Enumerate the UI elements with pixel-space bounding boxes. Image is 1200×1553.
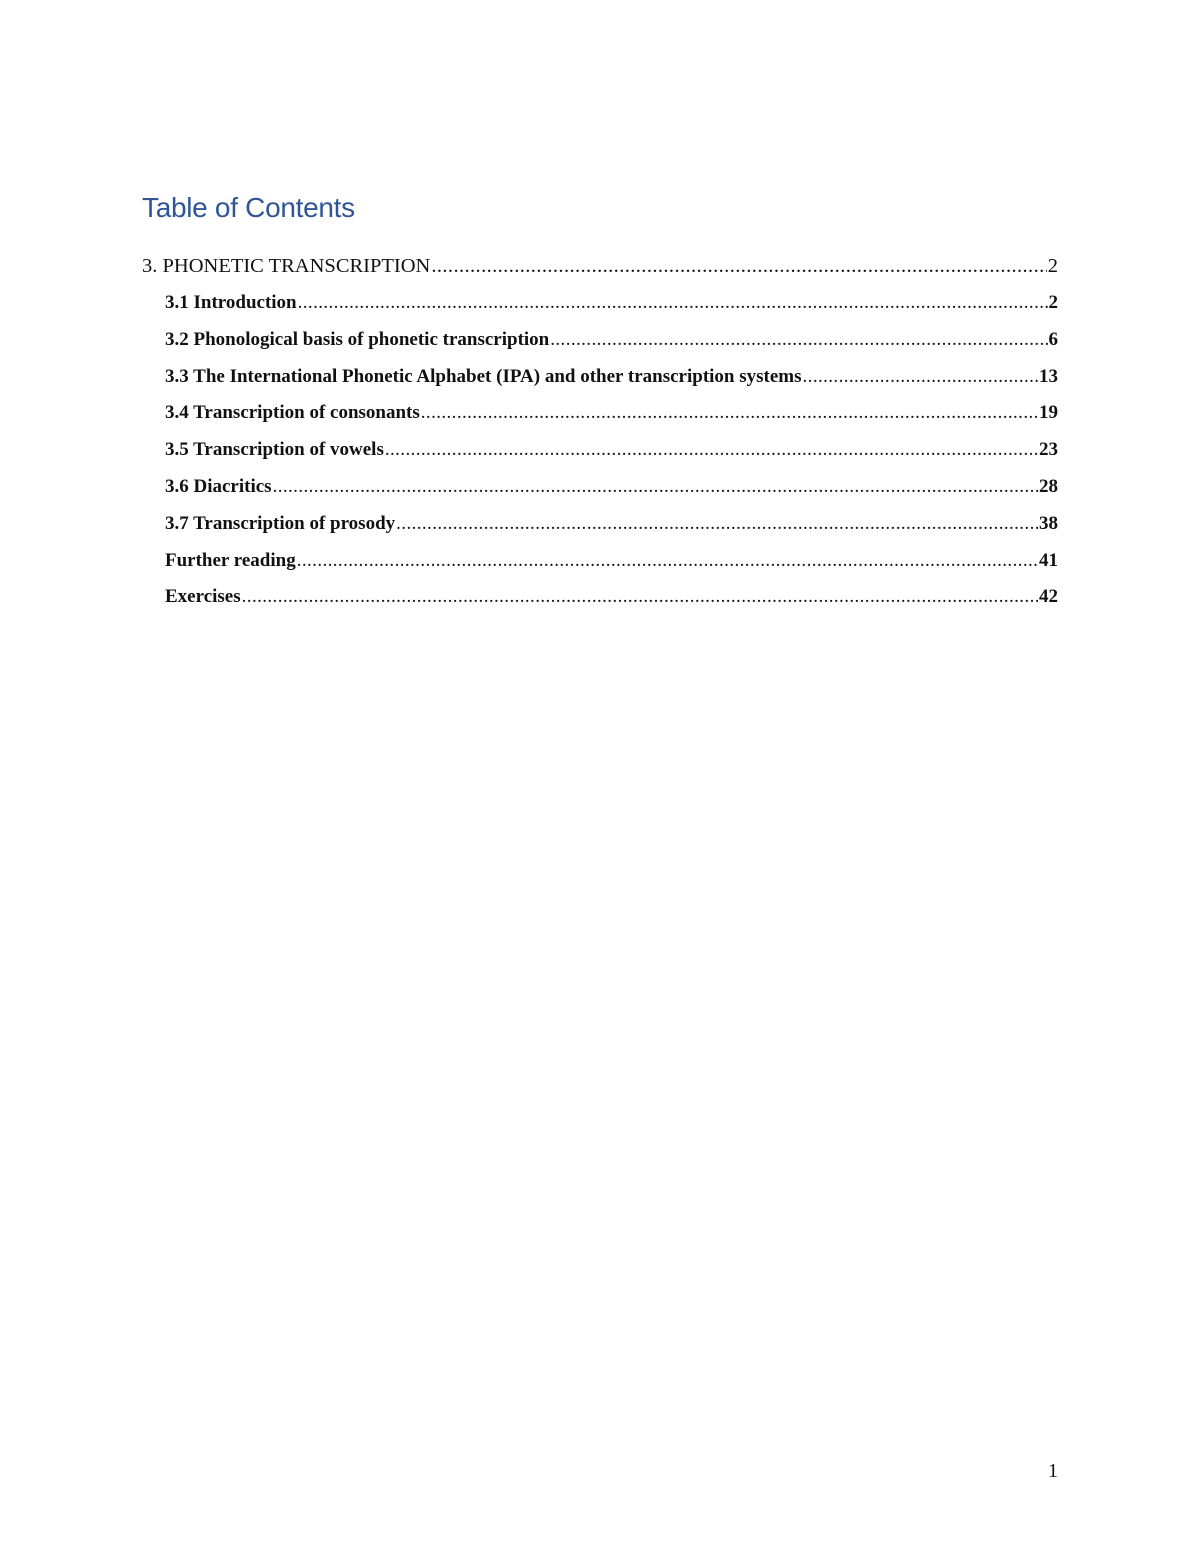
toc-dot-leader — [803, 366, 1038, 388]
toc-entry-page: 2 — [1048, 292, 1058, 313]
toc-dot-leader — [385, 439, 1038, 461]
toc-entry-page: 19 — [1039, 402, 1058, 424]
toc-dot-leader — [242, 586, 1038, 608]
toc-entry-title: 3.1 Introduction — [165, 292, 297, 313]
toc-dot-leader — [421, 402, 1038, 424]
toc-entry-title: Exercises — [165, 586, 241, 608]
toc-dot-leader — [297, 550, 1038, 572]
toc-entry-further-reading[interactable] — [142, 550, 1058, 587]
toc-entry-page: 38 — [1039, 512, 1058, 534]
table-of-contents — [142, 255, 1058, 623]
toc-dot-leader — [550, 329, 1047, 351]
toc-entry-page: 13 — [1039, 365, 1058, 387]
page-number: 1 — [1048, 1460, 1058, 1482]
toc-entry-chapter-3[interactable] — [142, 255, 1058, 292]
toc-entry-3-6[interactable] — [142, 476, 1058, 513]
toc-dot-leader — [273, 476, 1038, 498]
toc-entry-page: 41 — [1039, 549, 1058, 571]
toc-entry-3-2[interactable] — [142, 329, 1058, 366]
toc-entry-3-1[interactable] — [142, 292, 1058, 329]
toc-entry-page: 28 — [1039, 475, 1058, 497]
toc-heading: Table of Contents — [142, 192, 355, 223]
toc-dot-leader — [396, 513, 1038, 535]
toc-entry-title: 3.2 Phonological basis of phonetic transcription — [165, 328, 550, 350]
toc-entry-exercises[interactable] — [142, 586, 1058, 623]
toc-entry-title: 3.3 The International Phonetic Alphabet (IPA) and other transcription systems — [165, 365, 802, 387]
toc-entry-page: 42 — [1039, 586, 1058, 608]
toc-entry-3-7[interactable] — [142, 513, 1058, 550]
toc-entry-page: 23 — [1039, 439, 1058, 461]
toc-entry-title: Further reading — [165, 549, 296, 571]
toc-entry-3-5[interactable] — [142, 439, 1058, 476]
toc-dot-leader — [431, 255, 1046, 278]
toc-entry-page: 2 — [1047, 255, 1058, 277]
toc-entry-title: 3.7 Transcription of prosody — [165, 512, 396, 534]
toc-dot-leader — [298, 292, 1048, 314]
toc-entry-3-4[interactable] — [142, 402, 1058, 439]
toc-entry-page: 6 — [1048, 328, 1058, 350]
toc-entry-title: 3.5 Transcription of vowels — [165, 439, 384, 461]
toc-entry-title: 3. PHONETIC TRANSCRIPTION — [142, 255, 431, 277]
toc-entry-3-3[interactable] — [142, 366, 1058, 403]
toc-entry-title: 3.4 Transcription of consonants — [165, 402, 420, 424]
toc-entry-title: 3.6 Diacritics — [165, 475, 272, 497]
